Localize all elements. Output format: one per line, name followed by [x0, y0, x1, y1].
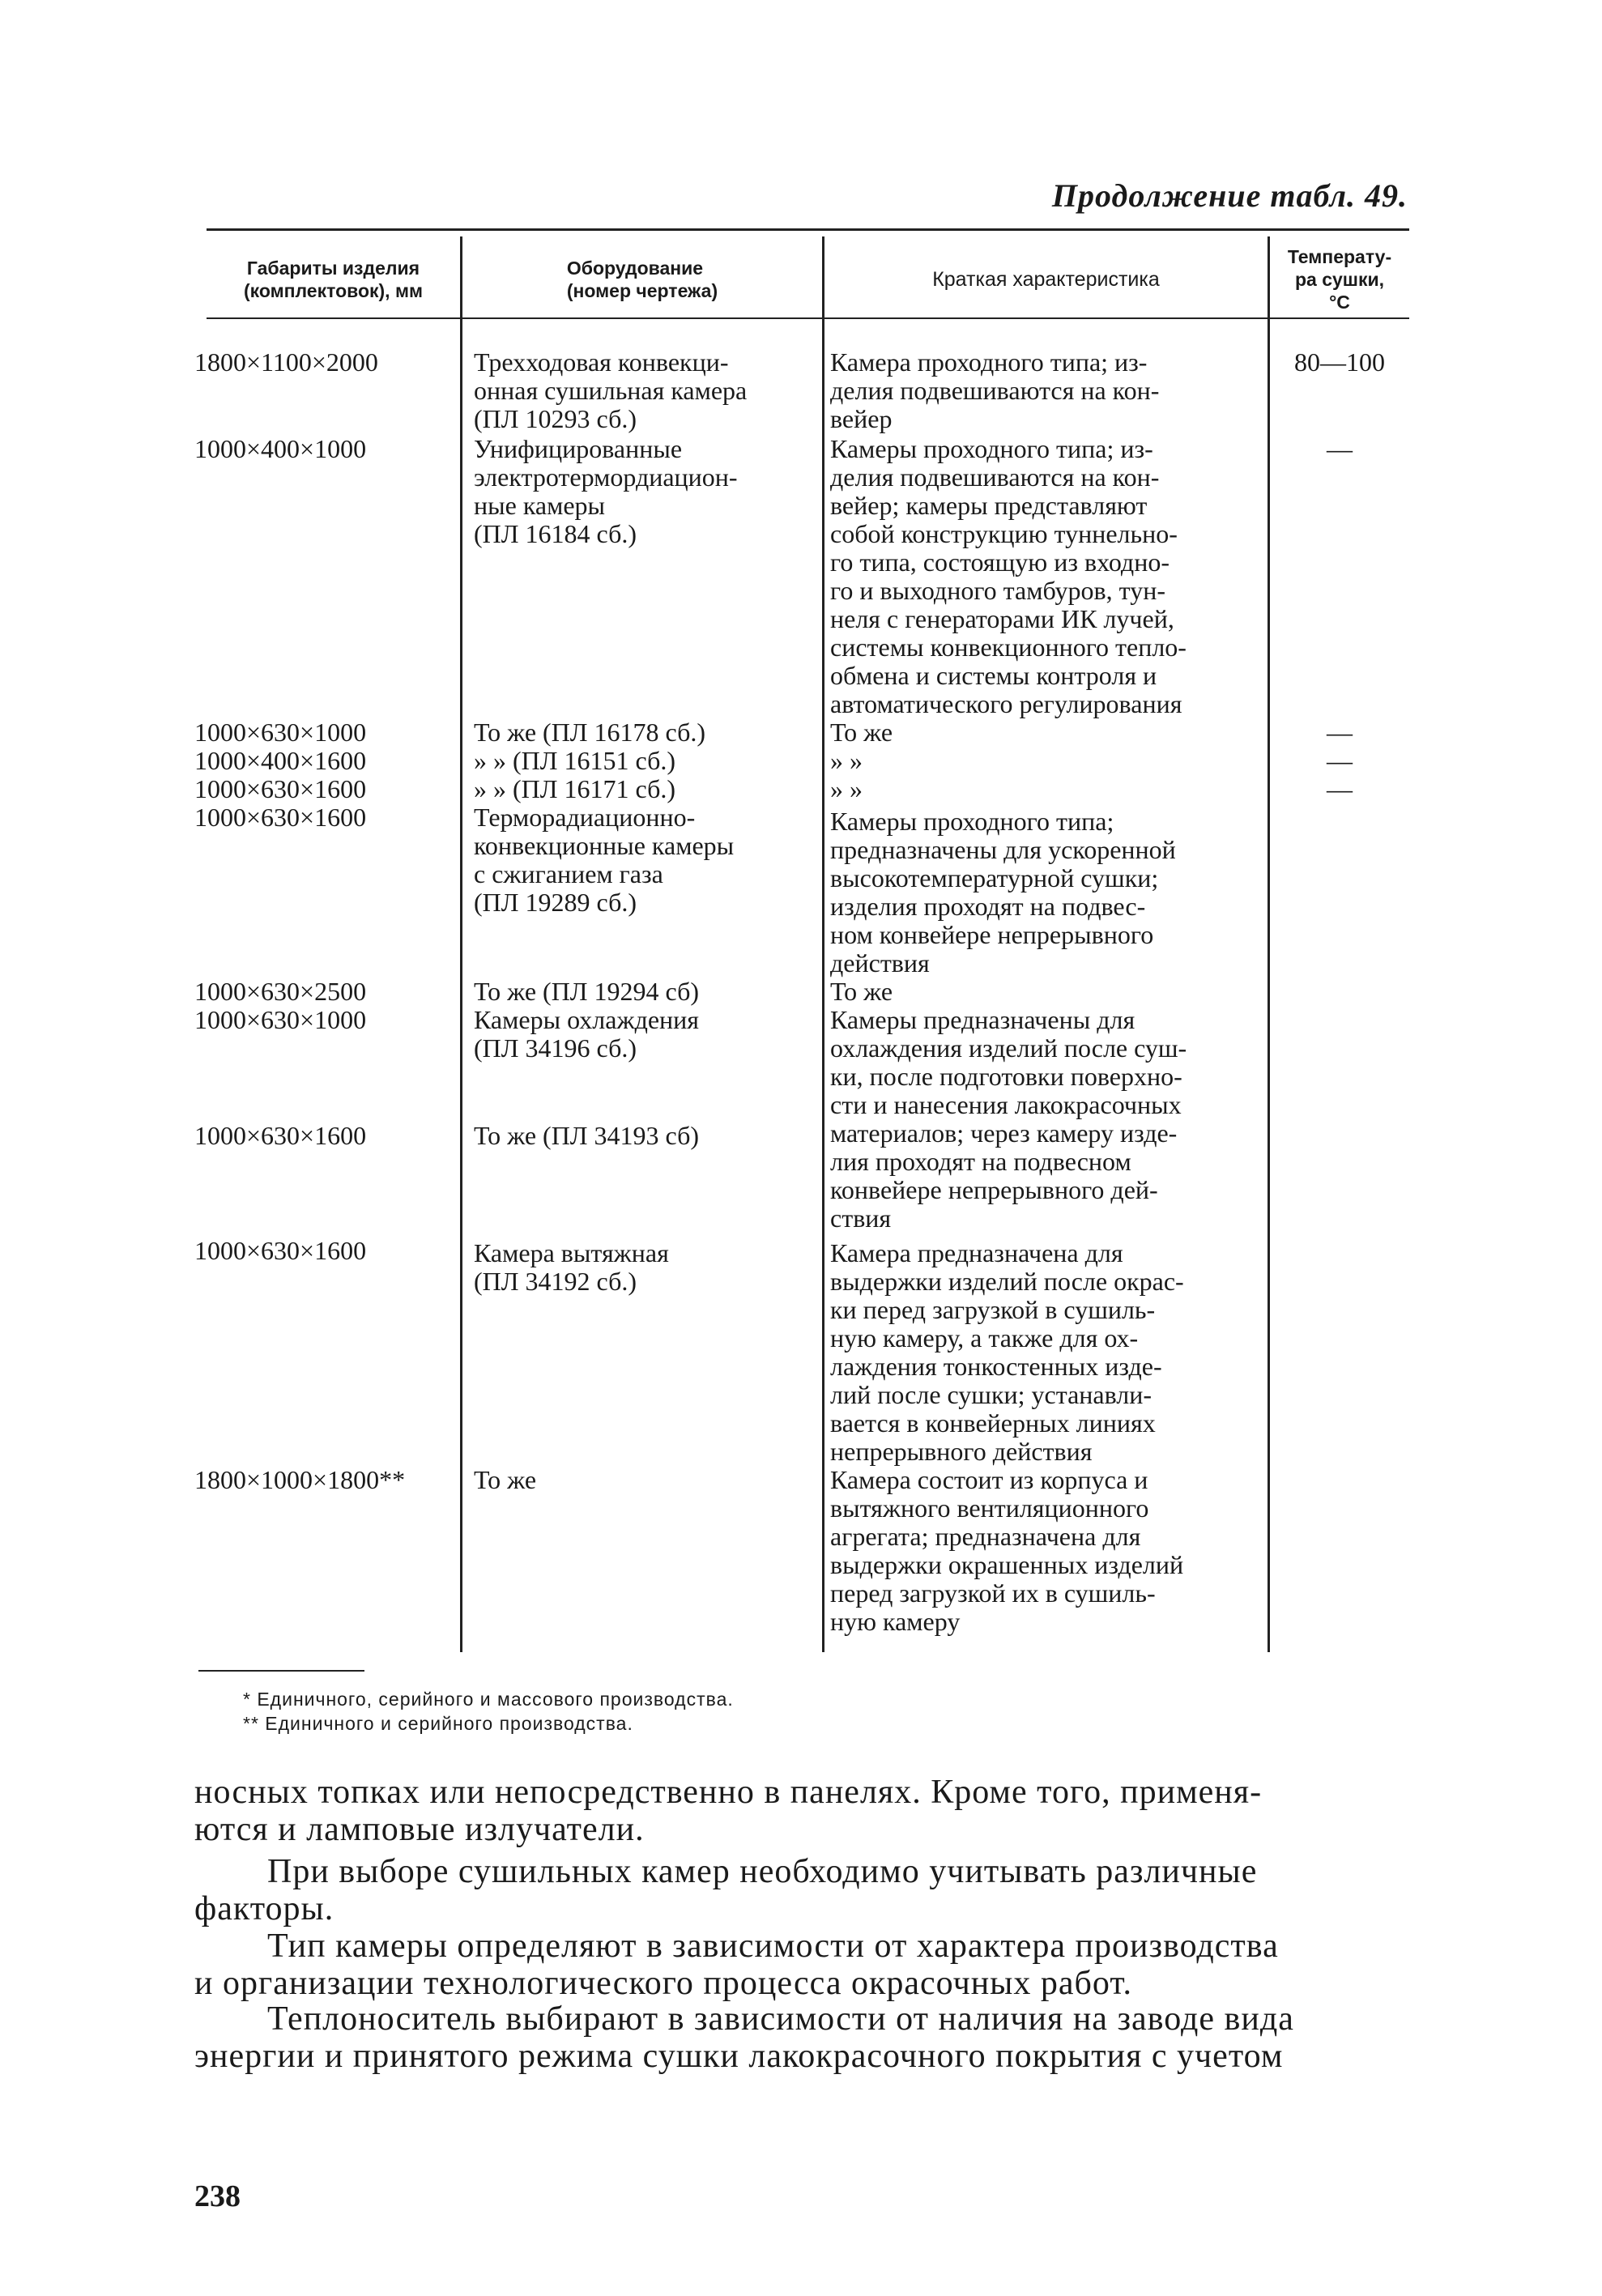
cell-equipment: То же (ПЛ 34193 сб)	[474, 1121, 700, 1150]
cell-temperature: —	[1327, 746, 1353, 775]
cell-equipment: Камера вытяжная (ПЛ 34192 сб.)	[474, 1238, 669, 1296]
cell-equipment: То же (ПЛ 16178 сб.)	[474, 718, 706, 747]
footnote: * Единичного, серийного и массового производства.	[243, 1689, 734, 1710]
cell-size: 1000×400×1000	[194, 434, 367, 463]
cell-size: 1800×1000×1800**	[194, 1465, 406, 1494]
cell-description: Камера состоит из корпуса и вытяжного вентиляционного агрегата; предназначена для выдержки окрашенных изделий перед загрузкой их в сушиль- ную камеру	[830, 1465, 1184, 1636]
column-divider-1	[460, 236, 462, 1652]
cell-description: » »	[830, 746, 863, 775]
cell-temperature: —	[1327, 774, 1353, 803]
header-description: Краткая характеристика	[932, 268, 1160, 291]
cell-equipment: Терморадиационно- конвекционные камеры с сжиганием газа (ПЛ 19289 сб.)	[474, 803, 735, 917]
cell-size: 1000×400×1600	[194, 746, 367, 775]
cell-description: То же	[830, 977, 893, 1006]
cell-equipment: То же (ПЛ 19294 сб)	[474, 977, 700, 1006]
column-divider-2	[822, 236, 824, 1652]
cell-equipment: То же	[474, 1465, 537, 1494]
cell-size: 1800×1100×2000	[194, 347, 378, 377]
cell-description: Камеры проходного типа; предназначены для ускоренной высокотемпературной сушки; изделия проходят на подвес- ном конвейере непрерывного действия	[830, 807, 1176, 978]
header-temperature: Температу- ра сушки, °С	[1287, 246, 1392, 313]
cell-size: 1000×630×1600	[194, 803, 367, 832]
header-dimensions: Габариты изделия (комплектовок), мм	[243, 258, 423, 301]
cell-description: » »	[830, 774, 863, 803]
header-equipment: Оборудование (номер чертежа)	[566, 258, 718, 301]
cell-description: Камеры проходного типа; из- делия подвешиваются на кон- вейер; камеры представляют собой конструкцию туннельно- го типа, состоящую из входно- го и выходного тамбуров, тун- неля с генераторами ИК лучей, системы конвекционного тепло- обмена и системы контроля и автоматического регулирования	[830, 434, 1187, 718]
page-number: 238	[194, 2179, 241, 2213]
table-caption: Продолжение табл. 49.	[1051, 177, 1408, 214]
cell-equipment: Трехходовая конвекци- онная сушильная камера (ПЛ 10293 сб.)	[474, 347, 748, 433]
cell-equipment: Унифицированные электротермордиацион- ные камеры (ПЛ 16184 сб.)	[474, 434, 738, 548]
cell-size: 1000×630×1600	[194, 1121, 367, 1150]
cell-description: Камера предназначена для выдержки изделий после окрас- ки перед загрузкой в сушиль- ную камеру, а также для ох- лаждения тонкостенных изде- лий после сушки; устанавли- вается в конвейерных линиях непрерывного действия	[830, 1238, 1184, 1466]
cell-temperature: —	[1327, 718, 1353, 747]
cell-size: 1000×630×1600	[194, 774, 367, 803]
cell-description: То же	[830, 718, 893, 747]
cell-temperature: 80—100	[1294, 347, 1385, 377]
cell-size: 1000×630×2500	[194, 977, 367, 1006]
table-top-rule	[207, 228, 1409, 231]
cell-description: Камеры предназначены для охлаждения изделий после суш- ки, после подготовки поверхно- сти и нанесения лакокрасочных материалов; через камеру изде- лия проходят на подвесном конвейере непрерывного дей- ствия	[830, 1005, 1187, 1233]
cell-temperature: —	[1327, 434, 1353, 463]
cell-equipment: Камеры охлаждения (ПЛ 34196 сб.)	[474, 1005, 700, 1063]
cell-description: Камера проходного типа; из- делия подвешиваются на кон- вейер	[830, 347, 1160, 433]
paragraph: Тип камеры определяют в зависимости от характера производства и организации технологического процесса окрасочных работ.	[194, 1928, 1279, 2002]
paragraph: носных топках или непосредственно в панелях. Кроме того, применя- ются и ламповые излучатели.	[194, 1774, 1263, 1848]
footnote: ** Единичного и серийного производства.	[243, 1713, 633, 1734]
cell-equipment: » » (ПЛ 16151 сб.)	[474, 746, 675, 775]
table-header-rule	[207, 317, 1409, 319]
paragraph: При выборе сушильных камер необходимо учитывать различные факторы.	[194, 1853, 1258, 1928]
paragraph: Теплоноситель выбирают в зависимости от наличия на заводе вида энергии и принятого режима сушки лакокрасочного покрытия с учетом	[194, 2000, 1294, 2075]
footnote-rule	[198, 1670, 364, 1672]
cell-size: 1000×630×1000	[194, 1005, 367, 1034]
cell-size: 1000×630×1000	[194, 718, 367, 747]
cell-equipment: » » (ПЛ 16171 сб.)	[474, 774, 675, 803]
cell-size: 1000×630×1600	[194, 1236, 367, 1265]
